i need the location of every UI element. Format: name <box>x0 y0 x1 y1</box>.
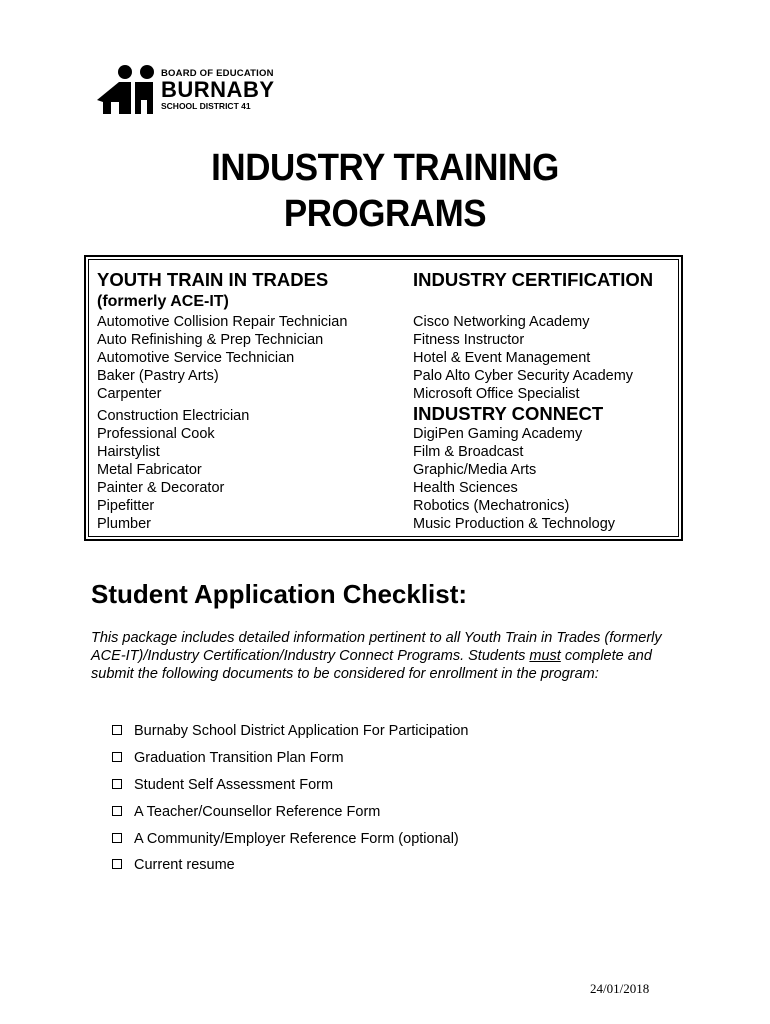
checklist-items <box>112 718 468 879</box>
list-item: Microsoft Office Specialist <box>413 386 580 402</box>
list-item: Pipefitter <box>97 498 155 514</box>
page-title-line-2: PROGRAMS <box>283 193 487 235</box>
youth-train-heading: YOUTH TRAIN IN TRADES <box>97 269 329 290</box>
people-logo-icon <box>97 64 159 118</box>
list-item: Health Sciences <box>413 480 518 496</box>
list-item: DigiPen Gaming Academy <box>413 426 583 442</box>
checklist-item <box>112 772 468 799</box>
list-item: Robotics (Mechatronics) <box>413 498 570 514</box>
checklist-item-label: Graduation Transition Plan Form <box>134 750 344 767</box>
list-item: Fitness Instructor <box>413 332 525 348</box>
list-item: Music Production & Technology <box>413 516 616 532</box>
list-item: Cisco Networking Academy <box>413 314 590 330</box>
page-title <box>31 145 739 237</box>
logo-burnaby: BURNABY <box>161 77 275 102</box>
list-item: Auto Refinishing & Prep Technician <box>97 332 324 348</box>
list-item: Hotel & Event Management <box>413 350 591 366</box>
checklist-item-label: Student Self Assessment Form <box>134 776 334 793</box>
list-item: Painter & Decorator <box>97 480 225 496</box>
page-title-line-1: INDUSTRY TRAINING <box>211 147 559 189</box>
checklist-item <box>112 718 468 745</box>
list-item: Graphic/Media Arts <box>413 462 537 478</box>
checklist-item-label: A Community/Employer Reference Form (optional) <box>134 830 459 847</box>
checkbox-icon[interactable] <box>112 779 122 789</box>
youth-train-subheading: (formerly ACE-IT) <box>97 293 229 310</box>
checklist-title: Student Application Checklist: <box>91 579 468 609</box>
checkbox-icon[interactable] <box>112 806 122 816</box>
list-item: Automotive Service Technician <box>97 350 295 366</box>
intro-text: This package includes detailed information pertinent to all Youth Train in Trades (formerly ACE-IT)/Industry Certification/Industry Connect Programs. Students <box>91 630 662 664</box>
list-item: Automotive Collision Repair Technician <box>97 314 348 330</box>
checklist-item-label: A Teacher/Counsellor Reference Form <box>134 803 381 820</box>
industry-connect-heading: INDUSTRY CONNECT <box>413 403 604 424</box>
checklist-item <box>112 825 468 852</box>
industry-column <box>413 269 653 533</box>
checkbox-icon[interactable] <box>112 833 122 843</box>
district-logo <box>97 64 277 120</box>
checklist-intro <box>91 629 681 683</box>
list-item: Hairstylist <box>97 444 160 460</box>
logo-board-of-education: BOARD OF EDUCATION <box>161 68 274 79</box>
checklist-item <box>112 745 468 772</box>
checklist-item-label: Current resume <box>134 857 235 874</box>
list-item: Plumber <box>97 516 151 532</box>
checkbox-icon[interactable] <box>112 752 122 762</box>
logo-school-district: SCHOOL DISTRICT 41 <box>161 101 251 111</box>
footer-date: 24/01/2018 <box>590 981 650 996</box>
checkbox-icon[interactable] <box>112 859 122 869</box>
list-item: Metal Fabricator <box>97 462 202 478</box>
list-item: Palo Alto Cyber Security Academy <box>413 368 634 384</box>
list-item: Construction Electrician <box>97 408 250 424</box>
checklist-item <box>112 798 468 825</box>
youth-train-column <box>97 269 347 533</box>
industry-certification-heading: INDUSTRY CERTIFICATION <box>413 269 654 290</box>
checkbox-icon[interactable] <box>112 725 122 735</box>
intro-emphasis: must <box>529 648 561 664</box>
list-item: Carpenter <box>97 386 162 402</box>
checklist-item <box>112 852 468 879</box>
intro-text-end: complete and submit the following documents to be considered for enrollment in the program: <box>91 648 652 682</box>
list-item: Professional Cook <box>97 426 215 442</box>
list-item: Baker (Pastry Arts) <box>97 368 219 384</box>
list-item: Film & Broadcast <box>413 444 524 460</box>
checklist-item-label: Burnaby School District Application For Participation <box>134 723 469 740</box>
